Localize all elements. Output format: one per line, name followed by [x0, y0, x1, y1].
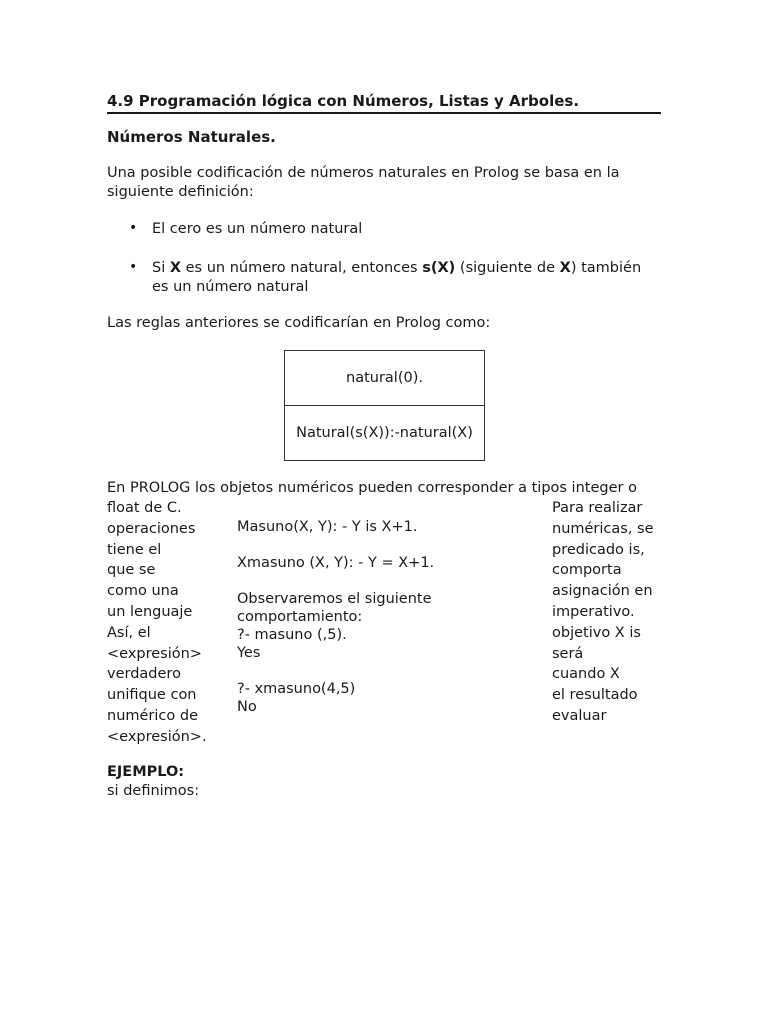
right-column-line: numéricas, se [552, 520, 654, 537]
bullet-item-2-line-1 [152, 259, 662, 278]
bullet-var-x: X [559, 260, 571, 276]
code-line: ?- masuno (,5). [237, 627, 347, 643]
code-row-2: Natural(s(X)):-natural(X) [296, 425, 473, 441]
intro-line-2: siguiente definición: [107, 184, 254, 200]
right-column-line: objetivo X is [552, 624, 641, 641]
code-text-box [237, 518, 537, 712]
right-column-line: cuando X [552, 666, 620, 683]
left-column-line: que se [107, 562, 156, 579]
left-column-line: float de C. [107, 500, 182, 516]
subsection-heading: Números Naturales. [107, 128, 276, 146]
bullet-icon: • [129, 259, 138, 275]
code-gap [237, 536, 537, 554]
ejemplo-label: EJEMPLO: [107, 764, 185, 780]
right-column-line: el resultado [552, 687, 638, 704]
left-column-line: numérico de [107, 707, 198, 724]
left-column-line: como una [107, 583, 179, 600]
right-column-line: imperativo. [552, 603, 635, 620]
bullet-item-2-line-2: es un número natural [152, 279, 309, 295]
left-column-line: un lenguaje [107, 603, 193, 620]
rules-intro: Las reglas anteriores se codificarían en Prolog como: [107, 315, 491, 331]
right-column-line: asignación en [552, 583, 653, 600]
bullet-item-1: El cero es un número natural [152, 221, 363, 237]
intro-paragraph [107, 164, 661, 202]
bullet-text-part: Si [152, 260, 170, 276]
left-column-line: <expresión> [107, 645, 202, 662]
bullet-var-sx: s(X) [422, 260, 456, 276]
code-table [284, 350, 485, 461]
code-line: Yes [237, 645, 261, 661]
bullet-text-part: ) también [570, 260, 642, 276]
left-column-line: operaciones [107, 520, 196, 537]
bullet-icon: • [129, 220, 138, 236]
bullet-var-x: X [169, 260, 182, 276]
code-line: No [237, 699, 257, 712]
bullet-text-part: es un número natural, entonces [181, 260, 423, 276]
prolog-paragraph-line: En PROLOG los objetos numéricos pueden corresponder a tipos integer o [107, 480, 637, 496]
left-column-line: unifique con [107, 687, 197, 704]
right-column-line: predicado is, [552, 541, 645, 558]
code-line: Xmasuno (X, Y): - Y = X+1. [237, 555, 435, 571]
code-line: Masuno(X, Y): - Y is X+1. [237, 519, 418, 535]
right-text-column [552, 498, 654, 727]
left-column-line: <expresión>. [107, 728, 207, 745]
right-column-line: Para realizar [552, 500, 643, 516]
right-column-line: comporta [552, 562, 622, 579]
intro-line-1: Una posible codificación de números naturales en Prolog se basa en la [107, 165, 620, 181]
code-row-1: natural(0). [285, 351, 484, 406]
code-gap [237, 572, 537, 590]
code-gap [237, 662, 537, 680]
left-column-line: Así, el [107, 624, 151, 641]
section-heading: 4.9 Programación lógica con Números, Listas y Arboles. [107, 90, 661, 114]
bullet-item-2 [152, 259, 662, 297]
right-column-line: será [552, 645, 584, 662]
left-text-column [107, 498, 207, 748]
document-page [107, 0, 661, 1024]
left-column-line: tiene el [107, 541, 162, 558]
right-column-line: evaluar [552, 707, 607, 724]
code-line: comportamiento: [237, 609, 363, 625]
left-column-line: verdadero [107, 666, 181, 683]
code-line: Observaremos el siguiente [237, 591, 432, 607]
bullet-text-part: (siguiente de [455, 260, 560, 276]
si-definimos-text: si definimos: [107, 783, 200, 799]
code-line: ?- xmasuno(4,5) [237, 681, 356, 697]
